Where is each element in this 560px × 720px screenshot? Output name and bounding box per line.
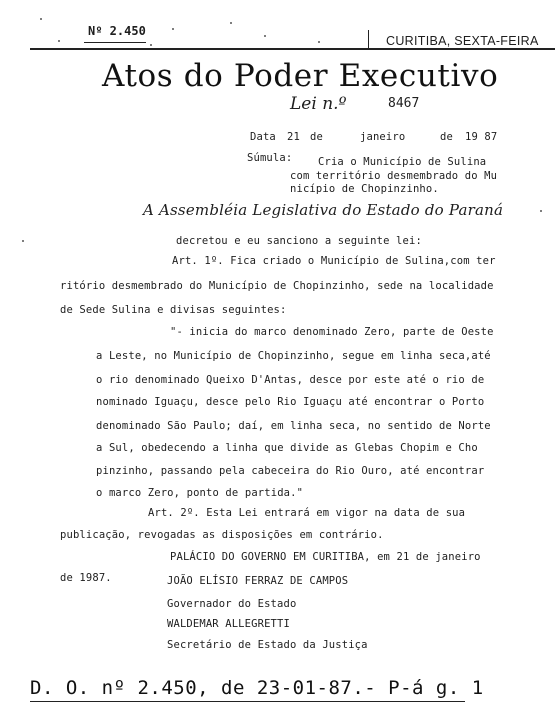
- date-de-2: de: [440, 131, 453, 143]
- sumula-line-1: Cria o Município de Sulina: [318, 156, 487, 168]
- palacio-line-2: de 1987.: [60, 572, 112, 584]
- footer-reference: D. O. nº 2.450, de 23-01-87.- P-á g. 1: [30, 677, 484, 699]
- sumula-line-3: nicípio de Chopinzinho.: [290, 183, 439, 195]
- date-prefix: Data: [250, 131, 276, 143]
- divisas-line-5: denominado São Paulo; daí, em linha seca, no sentido de Norte: [96, 420, 491, 432]
- divisas-line-2: a Leste, no Município de Chopinzinho, segue em linha seca,até: [96, 350, 491, 362]
- divisas-line-3: o rio denominado Queixo D'Antas, desce por este até o rio de: [96, 374, 485, 386]
- divisas-line-4: nominado Iguaçu, desce pelo Rio Iguaçu até encontrar o Porto: [96, 396, 485, 408]
- art2-line-2: publicação, revogadas as disposições em contrário.: [60, 529, 384, 541]
- scan-speck: [22, 240, 24, 242]
- date-de-1: de: [310, 131, 323, 143]
- scan-speck: [264, 35, 266, 37]
- scan-speck: [40, 18, 42, 20]
- date-year: 19 87: [465, 131, 498, 143]
- footer-underline: [30, 701, 465, 702]
- secretary-name: WALDEMAR ALLEGRETTI: [167, 618, 290, 630]
- date-month: janeiro: [360, 131, 406, 143]
- lei-number: 8467: [388, 96, 420, 111]
- divisas-line-8: o marco Zero, ponto de partida.": [96, 487, 304, 499]
- sumula-label: Súmula:: [247, 152, 293, 164]
- divisas-line-7: pinzinho, passando pela cabeceira do Rio Ouro, até encontrar: [96, 465, 485, 477]
- date-day: 21: [287, 131, 300, 143]
- art1-line-1: Art. 1º. Fica criado o Município de Sulina,com ter: [172, 255, 496, 267]
- divisas-line-6: a Sul, obedecendo a linha que divide as Glebas Chopim e Cho: [96, 442, 478, 454]
- lei-label: Lei n.º: [290, 94, 347, 114]
- scan-speck: [172, 28, 174, 30]
- governor-title: Governador do Estado: [167, 598, 297, 610]
- palacio-line-1: PALÁCIO DO GOVERNO EM CURITIBA, em 21 de janeiro: [170, 551, 481, 563]
- header-rule: [30, 48, 555, 50]
- issue-number: Nº 2.450: [88, 24, 146, 38]
- scan-speck: [230, 22, 232, 24]
- scan-speck: [150, 44, 152, 46]
- decretou-line: decretou e eu sanciono a seguinte lei:: [176, 235, 422, 247]
- header-divider: [368, 30, 369, 50]
- issue-number-underline: [84, 42, 146, 43]
- art1-line-3: de Sede Sulina e divisas seguintes:: [60, 304, 287, 316]
- header-city-date: CURITIBA, SEXTA-FEIRA: [386, 34, 539, 48]
- scan-speck: [540, 210, 542, 212]
- divisas-line-1: "- inicia do marco denominado Zero, parte de Oeste: [170, 326, 494, 338]
- governor-name: JOÃO ELÍSIO FERRAZ DE CAMPOS: [167, 575, 349, 587]
- page-title: Atos do Poder Executivo: [102, 58, 499, 94]
- assembly-line: A Assembléia Legislativa do Estado do Paraná: [143, 201, 504, 219]
- art1-line-2: ritório desmembrado do Município de Chopinzinho, sede na localidade: [60, 280, 494, 292]
- scan-speck: [318, 41, 320, 43]
- scan-speck: [58, 40, 60, 42]
- secretary-title: Secretário de Estado da Justiça: [167, 639, 368, 651]
- art2-line-1: Art. 2º. Esta Lei entrará em vigor na data de sua: [148, 507, 466, 519]
- sumula-line-2: com território desmembrado do Mu: [290, 170, 498, 182]
